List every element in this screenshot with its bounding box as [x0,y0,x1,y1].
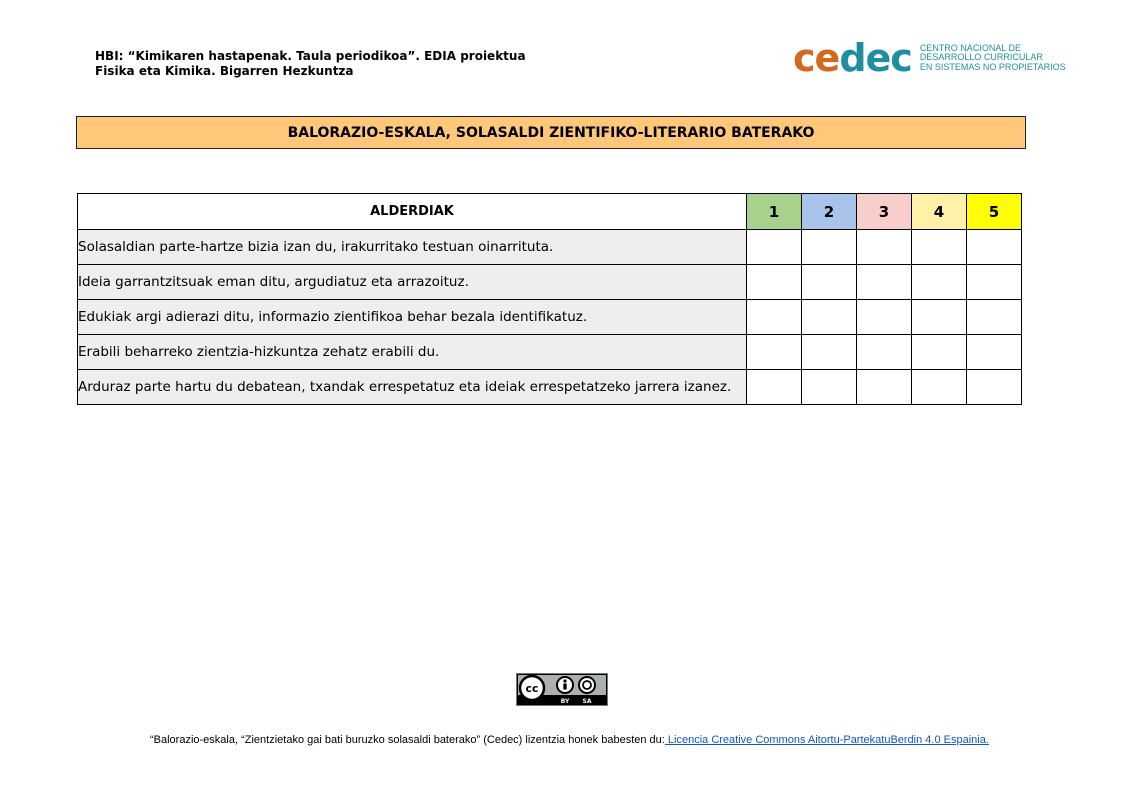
logo-dec: dec [839,36,912,80]
score-cell-1[interactable] [747,335,802,370]
score-cell-5[interactable] [967,335,1022,370]
table-row [78,230,1022,265]
logo-sub-line3: EN SISTEMAS NO PROPIETARIOS [919,61,1066,72]
score-cell-4[interactable] [912,300,967,335]
score-cell-3[interactable] [857,265,912,300]
score-cell-1[interactable] [747,265,802,300]
score-cell-2[interactable] [802,335,857,370]
score-cell-1[interactable] [747,230,802,265]
svg-text:SA: SA [582,698,592,705]
cc-license-badge[interactable] [516,673,608,706]
logo-wordmark [793,36,912,80]
score-cell-1[interactable] [747,370,802,405]
score-cell-2[interactable] [802,230,857,265]
license-link[interactable]: Licencia Creative Commons Aitortu-PartekatuBerdin 4.0 Espainia. [664,734,989,746]
license-text: “Balorazio-eskala, “Zientzietako gai bati buruzko solasaldi baterako” (Cedec) lizentzia honek babesten du: [150,734,665,746]
aspect-cell: Ideia garrantzitsuak eman ditu, argudiatuz eta arrazoituz. [78,265,747,300]
rating-scale-table [77,193,1022,405]
score-cell-3[interactable] [857,370,912,405]
score-cell-2[interactable] [802,370,857,405]
cc-by-sa-icon [517,674,607,705]
aspects-header: ALDERDIAK [78,194,747,230]
document-header [95,49,526,79]
svg-text:BY: BY [560,698,570,705]
score-cell-5[interactable] [967,230,1022,265]
table-row [78,300,1022,335]
score-header-1: 1 [747,194,802,230]
license-footer [150,734,1050,746]
score-header-2: 2 [802,194,857,230]
score-cell-3[interactable] [857,230,912,265]
score-header-3: 3 [857,194,912,230]
score-header-4: 4 [912,194,967,230]
table-row [78,265,1022,300]
score-cell-5[interactable] [967,370,1022,405]
score-cell-4[interactable] [912,370,967,405]
logo-sub-line1: CENTRO NACIONAL DE [919,42,1021,53]
header-project-line: HBI: “Kimikaren hastapenak. Taula periodikoa”. EDIA proiektua [95,49,526,63]
table-header-row [78,194,1022,230]
score-cell-3[interactable] [857,300,912,335]
aspect-cell: Solasaldian parte-hartze bizia izan du, irakurritako testuan oinarrituta. [78,230,747,265]
table-row [78,335,1022,370]
logo-sub-line2: DESARROLLO CURRICULAR [919,52,1043,63]
score-cell-4[interactable] [912,335,967,370]
score-cell-5[interactable] [967,300,1022,335]
table-row [78,370,1022,405]
logo-ce: ce [793,36,840,80]
score-cell-3[interactable] [857,335,912,370]
score-cell-5[interactable] [967,265,1022,300]
svg-text:cc: cc [525,682,539,695]
header-subject-line: Fisika eta Kimika. Bigarren Hezkuntza [95,64,354,78]
page-title: BALORAZIO-ESKALA, SOLASALDI ZIENTIFIKO-LITERARIO BATERAKO [76,116,1026,149]
aspect-cell: Arduraz parte hartu du debatean, txandak errespetatuz eta ideiak errespetatzeko jarrera izanez. [78,370,747,405]
score-cell-2[interactable] [802,300,857,335]
aspect-cell: Erabili beharreko zientzia-hizkuntza zehatz erabili du. [78,335,747,370]
aspect-cell: Edukiak argi adierazi ditu, informazio zientifikoa behar bezala identifikatuz. [78,300,747,335]
cedec-logo [793,36,1066,80]
logo-subtitle [919,42,1066,73]
score-header-5: 5 [967,194,1022,230]
score-cell-4[interactable] [912,230,967,265]
score-cell-1[interactable] [747,300,802,335]
score-cell-4[interactable] [912,265,967,300]
score-cell-2[interactable] [802,265,857,300]
